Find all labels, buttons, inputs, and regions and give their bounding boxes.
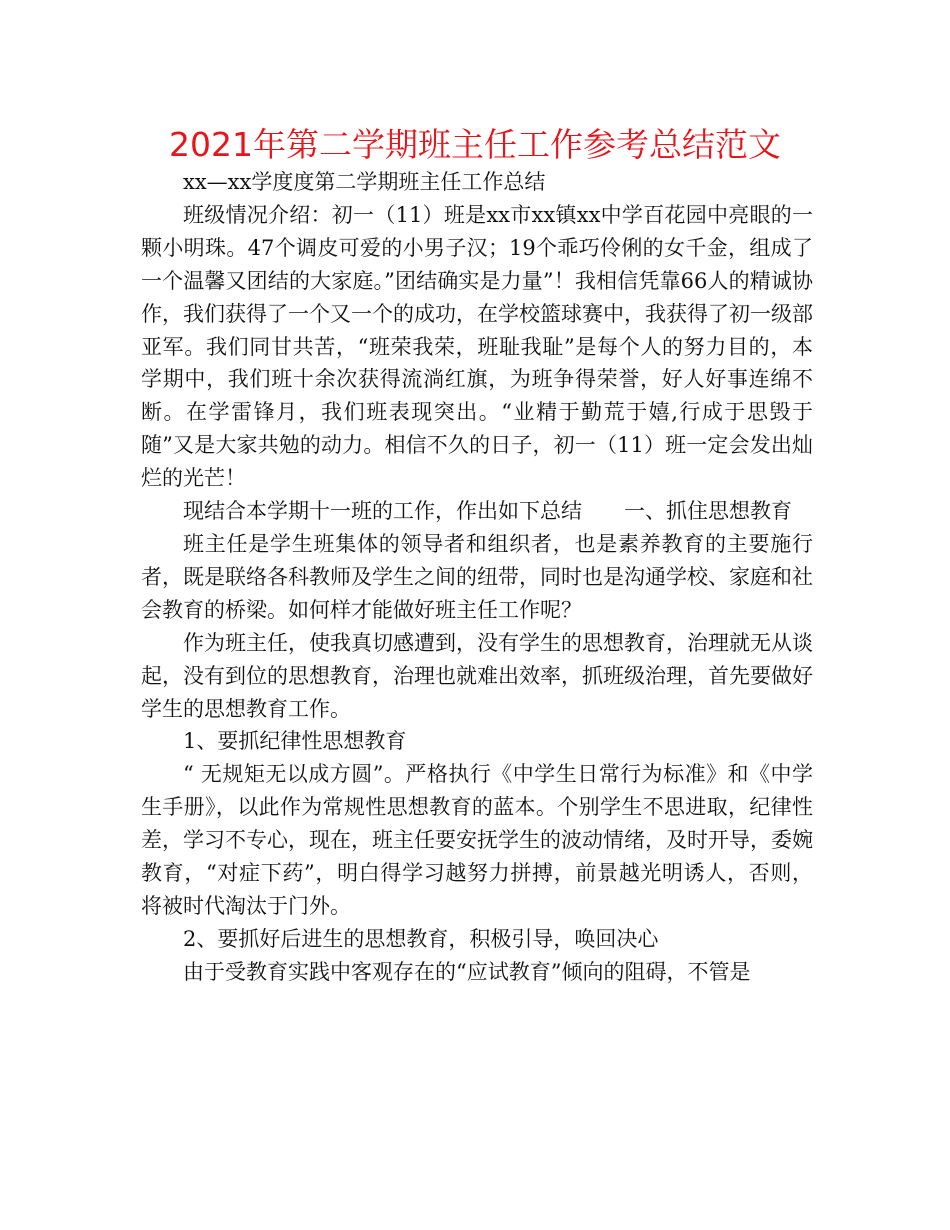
paragraph-discipline: “ 无规矩无以成方圆”。严格执行《中学生日常行为标准》和《中学生手册》，以此作为常规性思想教育的蓝本。个别学生不思进取，纪律性差，学习不专心，现在，班主任要安抚学生的波动情绪，及时开导，委婉教育，“对症下药”，明白得学习越努力拼搏，前景越光明诱人，否则，将被时代淘汰于门外。 — [141, 762, 813, 918]
paragraph-role-of-teacher: 班主任是学生班集体的领导者和组织者，也是素养教育的主要施行者，既是联络各科教师及学生之间的纽带，同时也是沟通学校、家庭和社会教育的桥梁。如何样才能做好班主任工作呢？ — [141, 531, 813, 622]
document-body — [141, 166, 813, 989]
paragraph-class-intro: 班级情况介绍：初一（11）班是xx市xx镇xx中学百花园中亮眼的一颗小明珠。47个调皮可爱的小男子汉；19个乖巧伶俐的女千金，组成了一个温馨又团结的大家庭。”团结确实是力量”！我相信凭靠66人的精诚协作，我们获得了一个又一个的成功，在学校篮球赛中，我获得了初一级部亚军。我们同甘共苦，“班荣我荣，班耻我耻”是每个人的努力目的，本学期中，我们班十余次获得流淌红旗，为班争得荣誉，好人好事连绵不断。在学雷锋月，我们班表现突出。“业精于勤荒于嬉,行成于思毁于随”又是大家共勉的动力。相信不久的日子，初一（11）班一定会发出灿烂的光芒！ — [141, 202, 813, 491]
document-title: 2021年第二学期班主任工作参考总结范文 — [169, 125, 781, 164]
section-heading-discipline: 1、要抓纪律性思想教育 — [183, 729, 407, 754]
paragraph-ideological-education: 作为班主任，使我真切感遭到，没有学生的思想教育，治理就无从谈起，没有到位的思想教育，治理也就难出效率，抓班级治理，首先要做好学生的思想教育工作。 — [141, 630, 813, 721]
document-subtitle: xx—xx学度度第二学期班主任工作总结 — [183, 170, 546, 194]
paragraph-summary-intro: 现结合本学期十一班的工作，作出如下总结 一、抓住思想教育 — [183, 499, 792, 524]
section-heading-lagging-students: 2、要抓好后进生的思想教育，积极引导，唤回决心 — [183, 926, 659, 951]
paragraph-exam-oriented: 由于受教育实践中客观存在的“应试教育”倾向的阻碍，不管是 — [183, 959, 751, 984]
